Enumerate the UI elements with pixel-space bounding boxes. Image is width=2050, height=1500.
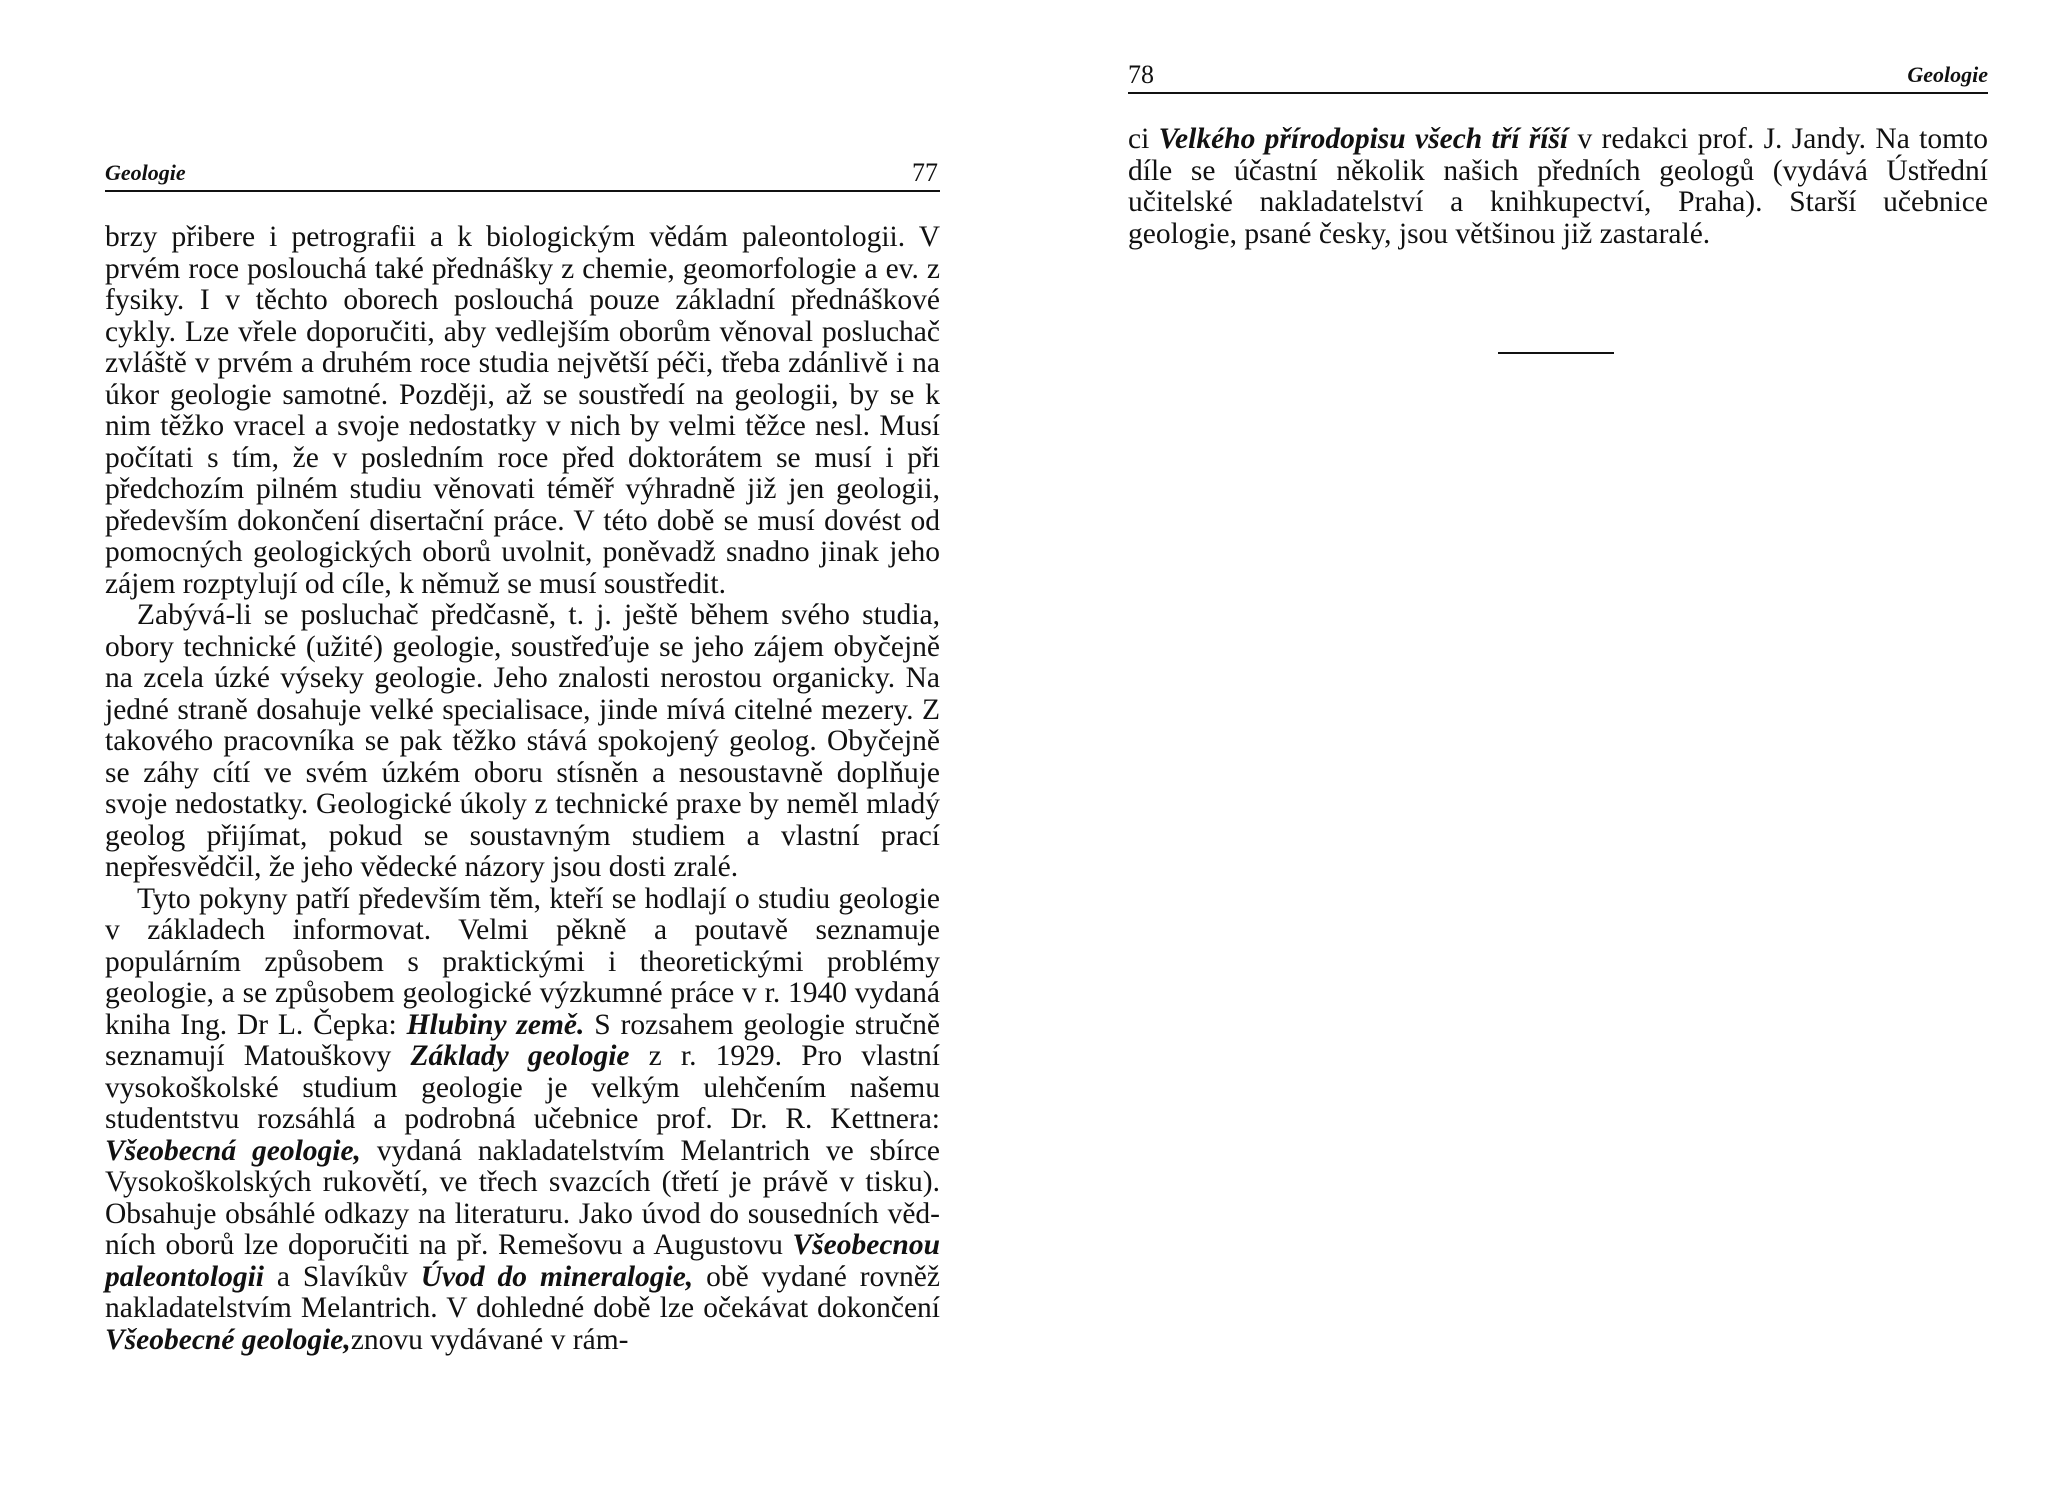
- book-title: Hlubiny země.: [406, 1008, 585, 1041]
- book-title: Základy geologie: [410, 1040, 630, 1072]
- text-run: brzy přibere i petrografii a k biologickým vědám paleontologii. V prvém roce poslouchá také přednášky z chemie, geomorfologie a ev. z fysiky. I v těchto oborech poslouchá pouze základní přednáškové cykly. Lze vřele doporučiti, aby vedlejším oborům věnoval posluchač zvláště v prvém a druhém roce studia největší péči, třeba zdánlivě i na úkor geologie samotné. Později, až se soustředí na geologii, by se k nim těžko vracel a svoje nedostatky v nich by velmi těžce nesl. Musí počítati s tím, že v posledním roce před doktorátem se musí i při předchozím pilném studiu věnovati téměř výhradně již jen geologii, především dokončení disertační práce. V této době se musí dovést od pomocných geologických oborů uvolnit, poněvadž snadno jinak jeho zájem rozptylují od cíle, k němuž se musí soustředit.: [105, 221, 940, 600]
- right-page: [1128, 0, 1988, 1500]
- book-title: Úvod do mineralogie,: [420, 1260, 694, 1293]
- text-run: Zabývá-li se posluchač předčasně, t. j. ještě během svého studia, obory technické (užité) geologie, soustřeďuje se jeho zájem obyčejně na zcela úzké výseky geologie. Jeho znalosti nerostou organicky. Na jedné straně dosahuje velké specialisace, jinde mívá citelné mezery. Z takového pracovníka se pak těžko stává spokojený geolog. Obyčejně se záhy cítí ve svém úzkém oboru stísněn a nesoustavně doplňuje svoje nedostatky. Geologické úkoly z technické praxe by neměl mladý geolog přijímat, pokud se soustavným studiem a vlastní prací nepřesvědčil, že jeho vědecké názory jsou dosti zralé.: [105, 599, 940, 883]
- text-run: Tyto pokyny patří především těm, kteří se hodlají o studiu geologie v základech informovat. Velmi pěkně a poutavě seznamuje populárním způsobem s praktickými i theoretickými problémy geologie, a se způsobem geologické výzkumné práce v r. 1940 vydaná kniha Ing. Dr L. Čepka:: [105, 882, 940, 1041]
- text-run: v redakci prof. J. Jandy. Na tomto díle se účastní několik našich předních geologů (vydává Ústřední učitelské nakladatelství a knihkupectví, Praha). Starší učebnice geologie, psané česky, jsou většinou již zastaralé.: [1128, 123, 1988, 250]
- text-run: obě vydané rovněž nakladatelstvím Melantrich. V dohledné době lze očekávat dokončení: [105, 1260, 940, 1324]
- running-head: [105, 150, 940, 192]
- book-title: Všeobecnou paleontologii: [105, 1229, 940, 1293]
- text-run: z r. 1929. Pro vlastní vysokoškolské studium geologie je velkým ulehčením našemu studentstvu rozsáhlá a podrobná učebnice prof. Dr. R. Kettnera:: [105, 1040, 941, 1135]
- page-number: 78: [1128, 60, 1154, 89]
- paragraph: [105, 222, 940, 600]
- page-number: 77: [912, 158, 938, 187]
- text-run: a Slavíkův: [263, 1260, 421, 1293]
- text-run: ci: [1128, 123, 1159, 155]
- book-title: Všeobecné geologie,: [105, 1323, 351, 1356]
- book-title: Velkého přírodopisu všech tří říší: [1158, 123, 1569, 155]
- body-text: [105, 222, 940, 1356]
- running-title: Geologie: [1907, 62, 1988, 87]
- left-page: [105, 0, 940, 1500]
- section-end-rule: [1498, 352, 1614, 354]
- paragraph: [105, 600, 940, 884]
- text-run: znovu vydávané v rám-: [350, 1323, 629, 1356]
- paragraph: [1128, 124, 1988, 250]
- book-title: Všeobecná geologie,: [105, 1134, 361, 1167]
- running-title: Geologie: [105, 160, 186, 185]
- running-head: [1128, 52, 1988, 94]
- text-run: S rozsahem geologie stručně seznamují Matouškovy: [105, 1008, 941, 1072]
- paragraph: [105, 884, 940, 1357]
- text-run: vydaná nakladatelstvím Melantrich ve sbírce Vysokoškolských rukovětí, ve třech svazcích (třetí je právě v tisku). Obsahuje obsáhlé odkazy na literaturu. Jako úvod do sousedních vědních oborů lze doporučiti na př. Remešovu a Augustovu: [105, 1134, 940, 1261]
- body-text: [1128, 124, 1988, 250]
